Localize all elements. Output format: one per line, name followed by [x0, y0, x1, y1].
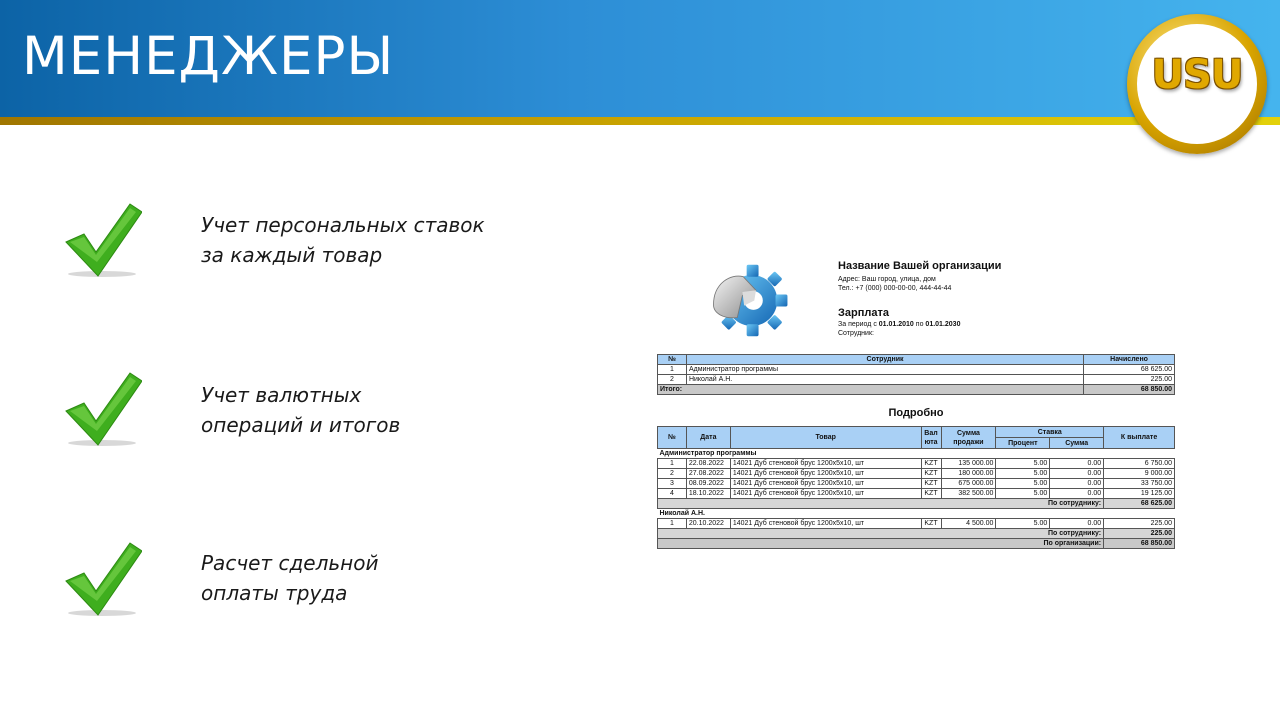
col-currency [921, 427, 941, 449]
cell: 225.00 [1104, 519, 1175, 529]
table-row [658, 489, 1175, 499]
cell: 9 000.00 [1104, 469, 1175, 479]
cell: 1 [658, 459, 687, 469]
col-employee: Сотрудник [686, 355, 1083, 365]
cell: KZT [921, 459, 941, 469]
cell: Николай А.Н. [686, 375, 1083, 385]
cell: 14021 Дуб стеновой брус 1200х5х10, шт [730, 479, 921, 489]
summary-table [657, 354, 1175, 395]
banner-gold-stripe [0, 117, 1280, 125]
total-value: 68 850.00 [1084, 385, 1175, 395]
org-contacts [838, 275, 951, 293]
employee-label: Сотрудник: [838, 330, 874, 337]
usu-logo [1127, 14, 1267, 154]
cell: 20.10.2022 [686, 519, 730, 529]
cell: 14021 Дуб стеновой брус 1200х5х10, шт [730, 519, 921, 529]
org-total-label: По организации: [658, 539, 1104, 549]
subtotal-row [658, 499, 1175, 509]
table-row [658, 479, 1175, 489]
checkmark-icon [60, 539, 142, 621]
cell: KZT [921, 489, 941, 499]
feature-3-text [201, 548, 378, 608]
col-rate-sum: Сумма [1050, 438, 1104, 449]
cell: 19 125.00 [1104, 489, 1175, 499]
cell: 18.10.2022 [686, 489, 730, 499]
cell: 14021 Дуб стеновой брус 1200х5х10, шт [730, 469, 921, 479]
col-sales-l1: Сумма [956, 429, 980, 437]
org-phone: Тел.: +7 (000) 000-00-00, 444-44-44 [838, 285, 952, 292]
cell: 6 750.00 [1104, 459, 1175, 469]
cell: 4 500.00 [941, 519, 996, 529]
cell: 14021 Дуб стеновой брус 1200х5х10, шт [730, 459, 921, 469]
cell: 5.00 [996, 519, 1050, 529]
subtotal-row [658, 529, 1175, 539]
cell: 0.00 [1050, 459, 1104, 469]
table-row [658, 375, 1175, 385]
cell: 0.00 [1050, 489, 1104, 499]
col-number: № [658, 355, 687, 365]
detail-heading: Подробно [888, 407, 944, 419]
org-total-value: 68 850.00 [1104, 539, 1175, 549]
subtotal-label: По сотруднику: [658, 529, 1104, 539]
cell: 675 000.00 [941, 479, 996, 489]
report-title: Зарплата [838, 307, 889, 319]
table-row [658, 469, 1175, 479]
cell: 1 [658, 519, 687, 529]
feature-1-text [201, 210, 485, 270]
cell: 08.09.2022 [686, 479, 730, 489]
org-total-row [658, 539, 1175, 549]
feature-2-text [201, 380, 400, 440]
feature-2-line-1: Учет валютных [201, 383, 362, 407]
org-name: Название Вашей организации [838, 260, 1002, 272]
report-period [838, 320, 960, 329]
cell: 5.00 [996, 459, 1050, 469]
cell: 27.08.2022 [686, 469, 730, 479]
checkmark-icon [60, 369, 142, 451]
cell: 5.00 [996, 469, 1050, 479]
period-to: 01.01.2030 [925, 321, 961, 328]
col-sales-l2: продажи [953, 438, 984, 446]
cell: 0.00 [1050, 469, 1104, 479]
group-row [658, 509, 1175, 519]
group-row [658, 449, 1175, 459]
group-name: Николай А.Н. [658, 509, 1175, 519]
table-row [658, 519, 1175, 529]
cell: 0.00 [1050, 519, 1104, 529]
cell: 382 500.00 [941, 489, 996, 499]
col-sales-sum [941, 427, 996, 449]
table-row [658, 365, 1175, 375]
cell: 180 000.00 [941, 469, 996, 479]
cell: KZT [921, 469, 941, 479]
cell: 1 [658, 365, 687, 375]
col-currency-l1: Вал [924, 429, 938, 437]
cell: 2 [658, 375, 687, 385]
checkmark-icon [60, 200, 142, 282]
cell: 5.00 [996, 479, 1050, 489]
group-name: Администратор программы [658, 449, 1175, 459]
cell: 2 [658, 469, 687, 479]
col-percent: Процент [996, 438, 1050, 449]
cell: 5.00 [996, 489, 1050, 499]
period-from: 01.01.2010 [878, 321, 914, 328]
cell: 225.00 [1084, 375, 1175, 385]
logo-text: USU [1151, 52, 1243, 98]
cell: 135 000.00 [941, 459, 996, 469]
cell: KZT [921, 479, 941, 489]
period-mid: по [915, 321, 924, 328]
cell: 33 750.00 [1104, 479, 1175, 489]
org-address: Адрес: Ваш город, улица, дом [838, 276, 936, 283]
col-product: Товар [730, 427, 921, 449]
subtotal-value: 68 625.00 [1104, 499, 1175, 509]
cell: 14021 Дуб стеновой брус 1200х5х10, шт [730, 489, 921, 499]
subtotal-value: 225.00 [1104, 529, 1175, 539]
col-rate: Ставка [996, 427, 1104, 438]
cell: KZT [921, 519, 941, 529]
feature-3-line-2: оплаты труда [201, 581, 348, 605]
cell: 22.08.2022 [686, 459, 730, 469]
gear-icon [705, 258, 790, 343]
col-accrued: Начислено [1084, 355, 1175, 365]
cell: 68 625.00 [1084, 365, 1175, 375]
col-currency-l2: юта [924, 438, 938, 446]
col-payout: К выплате [1104, 427, 1175, 449]
feature-3-line-1: Расчет сдельной [201, 551, 379, 575]
col-date: Дата [686, 427, 730, 449]
detail-table [657, 426, 1175, 549]
feature-1-line-2: за каждый товар [201, 243, 383, 267]
subtotal-label: По сотруднику: [658, 499, 1104, 509]
col-number: № [658, 427, 687, 449]
total-row [658, 385, 1175, 395]
total-label: Итого: [658, 385, 1084, 395]
feature-2-line-2: операций и итогов [201, 413, 401, 437]
period-prefix: За период с [838, 321, 877, 328]
cell: Администратор программы [686, 365, 1083, 375]
cell: 4 [658, 489, 687, 499]
report-period-block [838, 320, 960, 338]
table-row [658, 459, 1175, 469]
page-title: МЕНЕДЖЕРЫ [22, 26, 395, 87]
cell: 0.00 [1050, 479, 1104, 489]
cell: 3 [658, 479, 687, 489]
feature-1-line-1: Учет персональных ставок [201, 213, 485, 237]
